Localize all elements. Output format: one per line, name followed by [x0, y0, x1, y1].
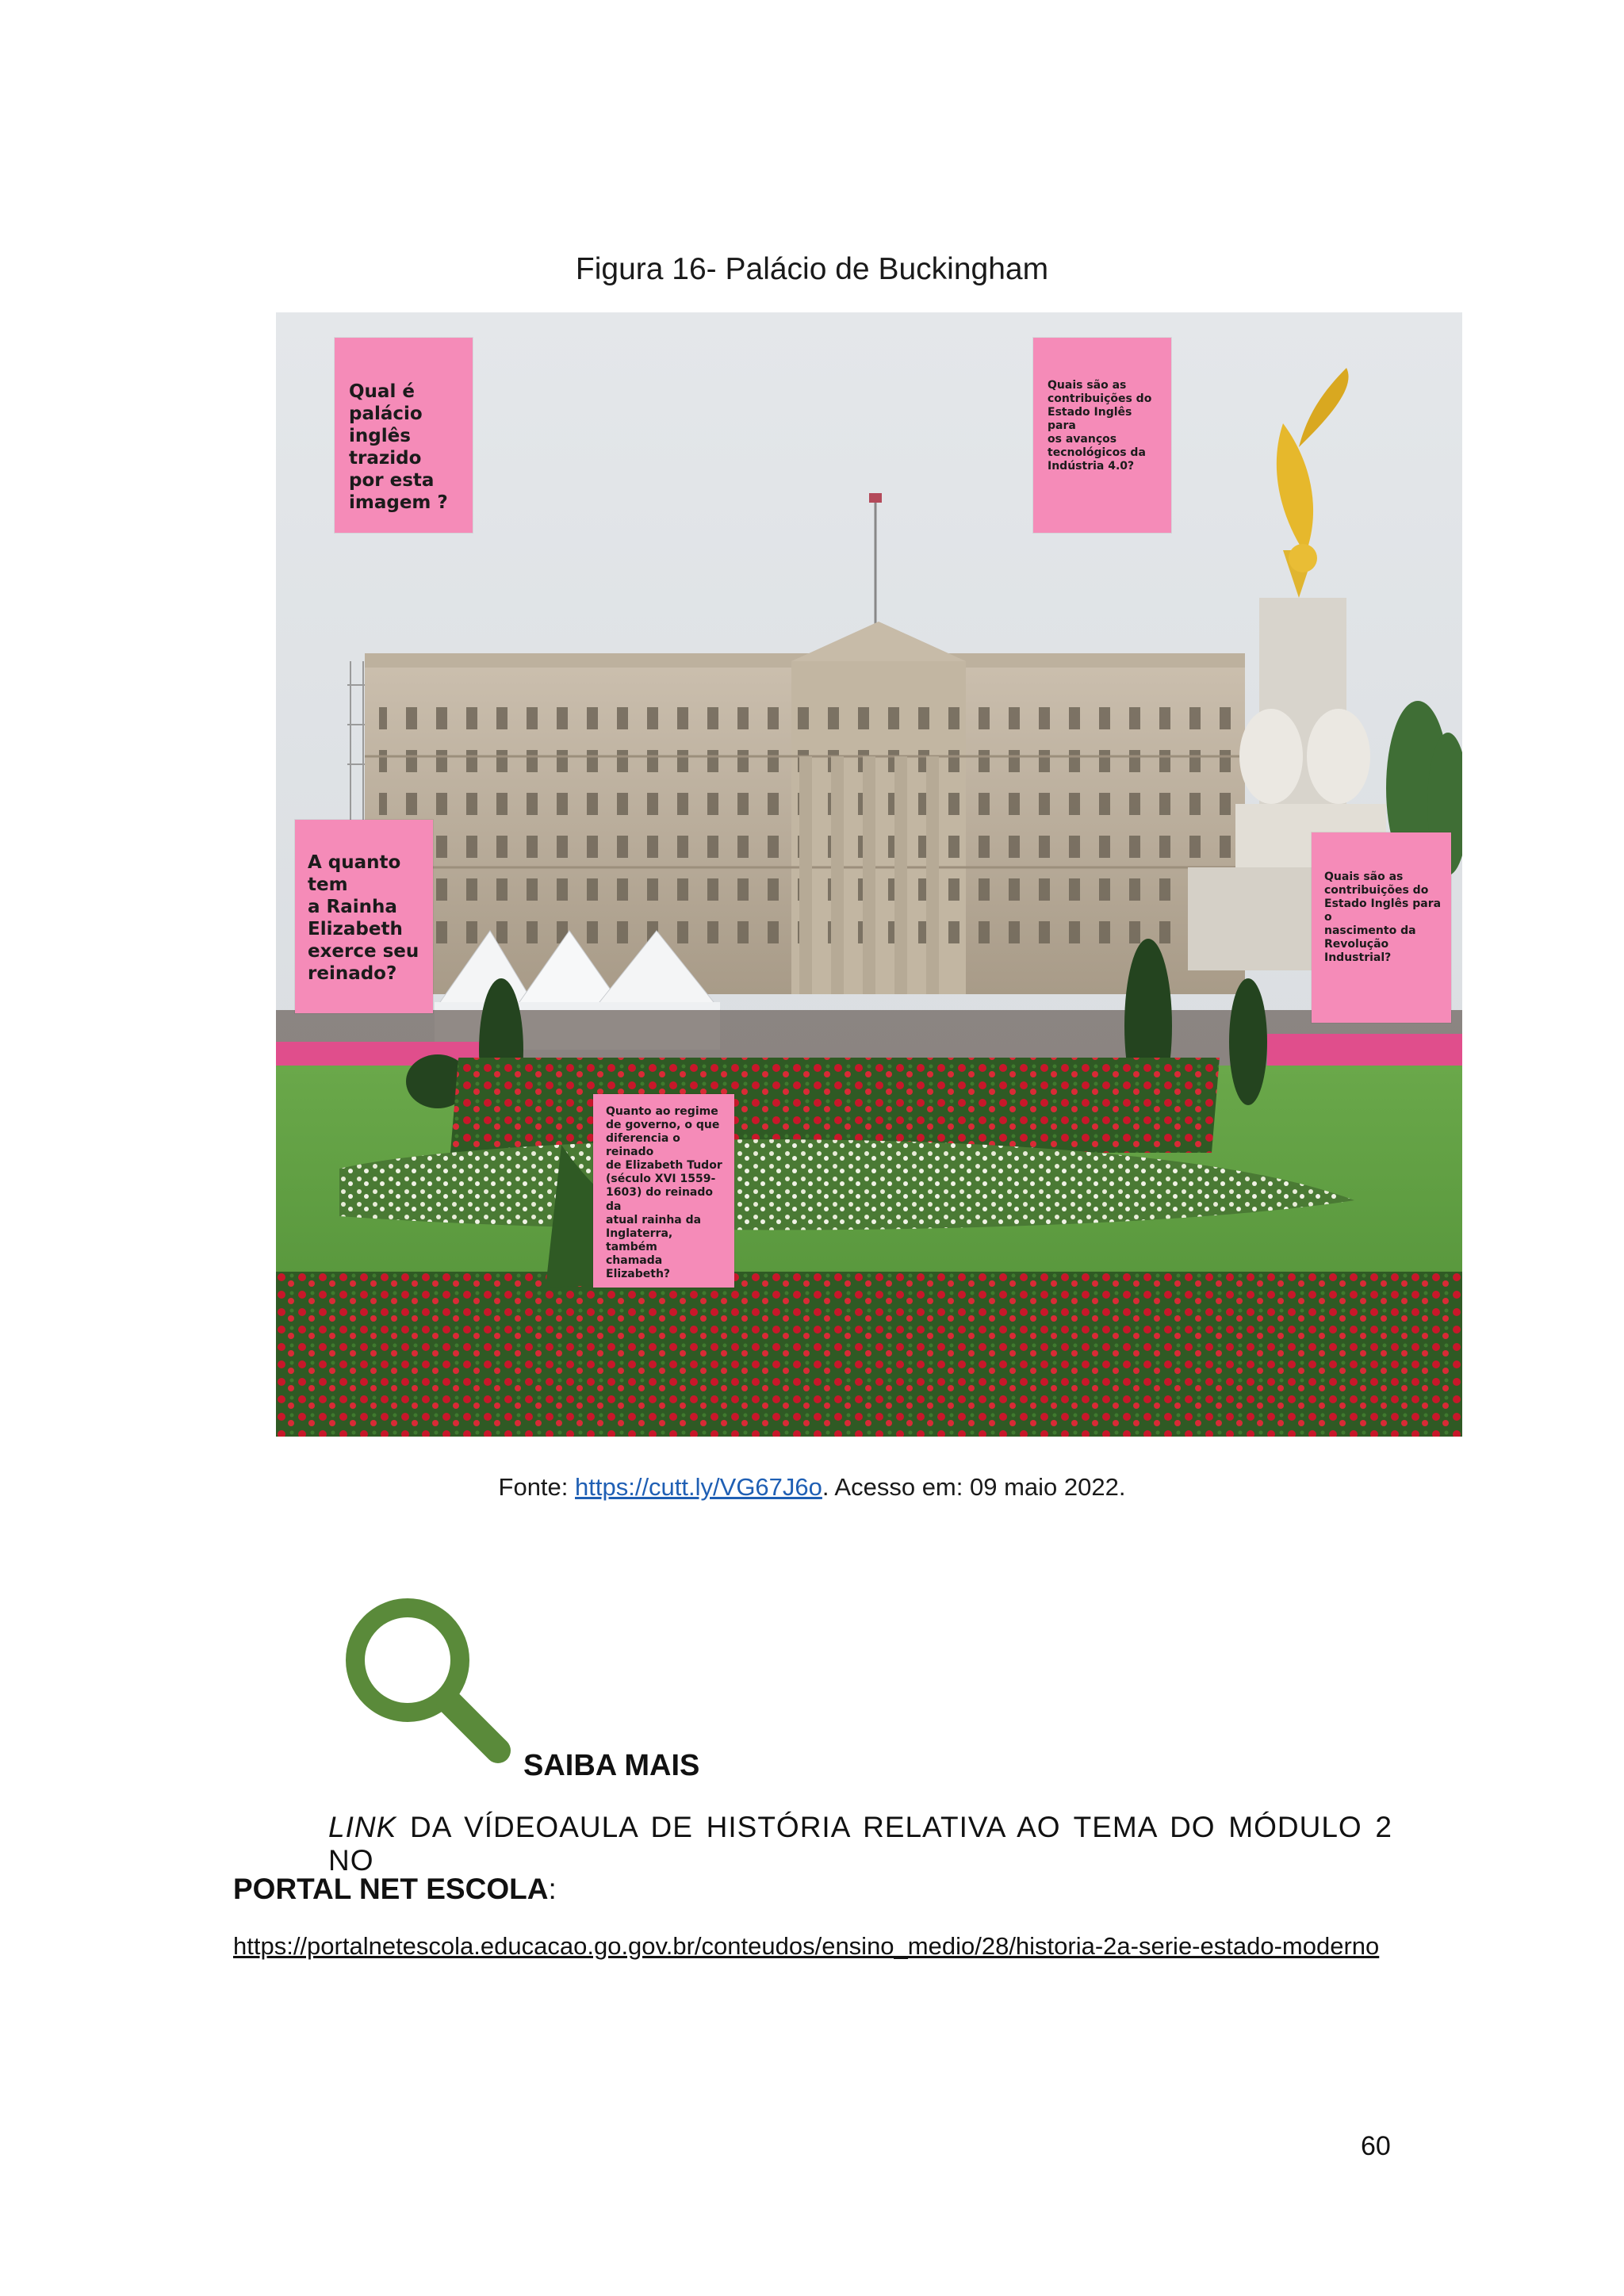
- link-line-text: DA VÍDEOAULA DE HISTÓRIA RELATIVA AO TEMA DO MÓDULO 2 NO: [328, 1811, 1392, 1877]
- saiba-mais-heading: SAIBA MAIS: [523, 1749, 700, 1782]
- portal-label: [233, 1873, 557, 1906]
- pink-barrier-right: [1267, 1034, 1462, 1066]
- portal-url-link[interactable]: https://portalnetescola.educacao.go.gov.br/conteudos/ensino_medio/28/historia-2a-serie-estado-moderno: [233, 1932, 1380, 1960]
- link-word: LINK: [328, 1811, 397, 1843]
- source-prefix: Fonte:: [498, 1473, 576, 1501]
- portal-name: PORTAL NET ESCOLA: [233, 1873, 549, 1905]
- source-suffix: . Acesso em: 09 maio 2022.: [822, 1473, 1126, 1501]
- question-note-reign: A quanto tem a Rainha Elizabeth exerce seu reinado?: [295, 820, 433, 1013]
- magnifier-icon: [343, 1595, 519, 1771]
- figure-source: [0, 1473, 1624, 1502]
- question-note-government: Quanto ao regime de governo, o que diferencia o reinado de Elizabeth Tudor (século XVI 1559- 1603) do reinado da atual rainha da Inglaterra, também chamada Elizabeth?: [593, 1094, 734, 1288]
- question-note-palace: Qual é palácio inglês trazido por esta imagem ?: [335, 338, 473, 533]
- question-note-industry: Quais são as contribuições do Estado Inglês para os avanços tecnológicos da Indústria 4.0?: [1033, 338, 1171, 533]
- question-note-revolution: Quais são as contribuições do Estado Inglês para o nascimento da Revolução Industrial?: [1312, 832, 1451, 1023]
- portal-colon: :: [548, 1873, 557, 1905]
- source-link[interactable]: https://cutt.ly/VG67J6o: [575, 1473, 822, 1501]
- buckingham-palace-photo: [276, 312, 1462, 1437]
- video-link-description: [328, 1811, 1392, 1877]
- flag: [869, 493, 882, 503]
- palace-facade: [365, 622, 1245, 994]
- page-number: 60: [1361, 2131, 1391, 2161]
- figure-caption: Figura 16- Palácio de Buckingham: [575, 252, 1049, 286]
